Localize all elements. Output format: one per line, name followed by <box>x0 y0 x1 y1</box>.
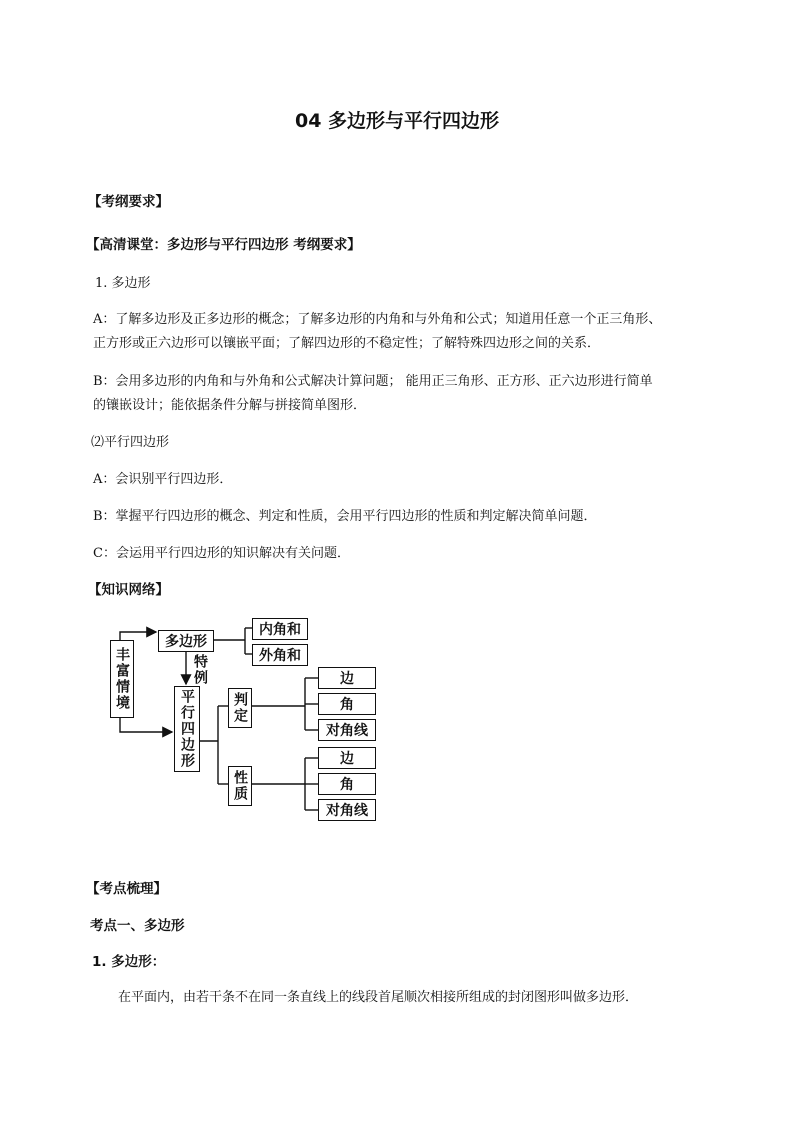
box-duobianxing: 多边形 <box>158 630 214 652</box>
req-item-1: 1. 多边形 <box>95 276 151 291</box>
section-heading-gaoqing: 【高清课堂：多边形与平行四边形 考纲要求】 <box>86 237 361 253</box>
label-teli: 特例 <box>192 654 208 686</box>
section-heading-kaogang: 【考纲要求】 <box>88 194 169 210</box>
box-bian-xingzhi: 边 <box>318 747 376 769</box>
box-pingxing-sibianxing: 平行四边形 <box>174 686 200 772</box>
box-jiao-panding: 角 <box>318 693 376 715</box>
section-heading-zhishi: 【知识网络】 <box>88 582 169 598</box>
req-b1-line1: B：会用多边形的内角和与外角和公式解决计算问题； 能用正三角形、正方形、正六边形进行简单 <box>93 374 653 389</box>
box-panding: 判定 <box>228 688 252 728</box>
req-c2: C：会运用平行四边形的知识解决有关问题． <box>93 546 350 561</box>
point-1-title: 1. 多边形： <box>92 954 166 970</box>
point-1-text: 在平面内，由若干条不在同一条直线上的线段首尾顺次相接所组成的封闭图形叫做多边形． <box>118 990 639 1005</box>
req-a1-line2: 正方形或正六边形可以镶嵌平面；了解四边形的不稳定性；了解特殊四边形之间的关系． <box>93 336 601 351</box>
box-duijiaoxian-panding: 对角线 <box>318 719 376 741</box>
box-fengfu-qingjing: 丰富情境 <box>110 640 134 718</box>
req-a1-line1: A：了解多边形及正多边形的概念；了解多边形的内角和与外角和公式；知道用任意一个正三角形、 <box>93 312 662 327</box>
req-a2: A：会识别平行四边形． <box>93 472 233 487</box>
box-waijiaohe: 外角和 <box>252 644 308 666</box>
section-heading-kaodian: 【考点梳理】 <box>86 881 167 897</box>
page-title: 04 多边形与平行四边形 <box>294 110 500 132</box>
box-neijiaohe: 内角和 <box>252 618 308 640</box>
req-b1-line2: 的镶嵌设计；能依据条件分解与拼接简单图形． <box>93 398 367 413</box>
subsection-kaodian-1: 考点一、多边形 <box>90 918 185 934</box>
req-item-2: ⑵平行四边形 <box>91 435 170 450</box>
knowledge-network-diagram <box>100 608 390 838</box>
req-b2: B：掌握平行四边形的概念、判定和性质，会用平行四边形的性质和判定解决简单问题． <box>93 509 597 524</box>
box-bian-panding: 边 <box>318 667 376 689</box>
box-duijiaoxian-xingzhi: 对角线 <box>318 799 376 821</box>
box-jiao-xingzhi: 角 <box>318 773 376 795</box>
box-xingzhi: 性质 <box>228 766 252 806</box>
